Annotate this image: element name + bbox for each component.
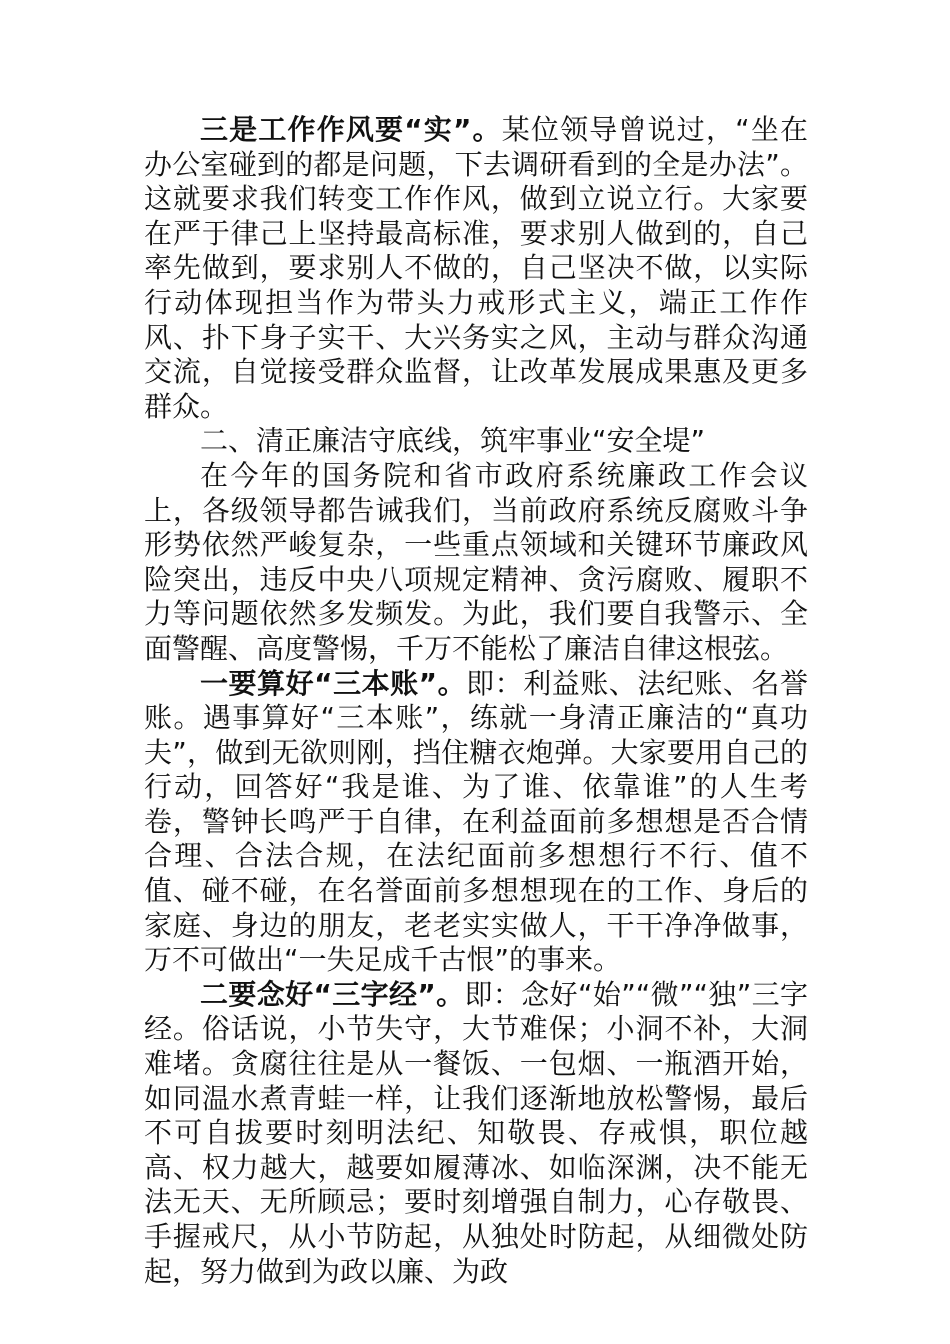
paragraph-lead: 二要念好“三字经”。 <box>200 977 465 1011</box>
paragraph-body: 某位领导曾说过，“坐在办公室碰到的都是问题，下去调研看到的全是办法”。这就要求我们转变工作作风，做到立说立行。大家要在严于律己上坚持最高标准，要求别人做到的，自己率先做到，要求别人不做的，自己坚决不做，以实际行动体现担当作为带头力戒形式主义，端正工作作风、扑下身子实干、大兴务实之风，主动与群众沟通交流，自觉接受群众监督，让改革发展成果惠及更多群众。 <box>144 113 808 423</box>
paragraph-three-characters <box>144 978 808 1289</box>
paragraph-lead: 一要算好“三本账”。 <box>200 666 467 700</box>
paragraph-work-style <box>144 113 808 424</box>
paragraph-lead: 三是工作作风要“实”。 <box>200 113 502 146</box>
section-heading: 二、清正廉洁守底线，筑牢事业“安全堤” <box>200 424 706 458</box>
paragraph-body: 即：念好“始”“微”“独”三字经。俗话说，小节失守，大节难保；小洞不补，大洞难堵。贪腐往往是从一餐饭、一包烟、一瓶酒开始，如同温水煮青蛙一样，让我们逐渐地放松警惕，最后不可自拔要时刻明法纪、知敬畏、存戒惧，职位越高、权力越大，越要如履薄冰、如临深渊，决不能无法无天、无所顾忌；要时刻增强自制力，心存敬畏、手握戒尺，从小节防起，从独处时防起，从细微处防起，努力做到为政以廉、为政 <box>144 977 808 1288</box>
paragraph-warning: 在今年的国务院和省市政府系统廉政工作会议上，各级领导都告诫我们，当前政府系统反腐败斗争形势依然严峻复杂，一些重点领域和关键环节廉政风险突出，违反中央八项规定精神、贪污腐败、履职不力等问题依然多发频发。为此，我们要自我警示、全面警醒、高度警惕，千万不能松了廉洁自律这根弦。 <box>144 458 808 665</box>
paragraph-body: 即：利益账、法纪账、名誉账。遇事算好“三本账”，练就一身清正廉洁的“真功夫”，做到无欲则刚，挡住糖衣炮弹。大家要用自己的行动，回答好“我是谁、为了谁、依靠谁”的人生考卷，警钟长鸣严于自律，在利益面前多想想是否合情合理、合法合规，在法纪面前多想想行不行、值不值、碰不碰，在名誉面前多想想现在的工作、身后的家庭、身边的朋友，老老实实做人，干干净净做事，万不可做出“一失足成千古恨”的事来。 <box>144 666 808 977</box>
paragraph-three-accounts <box>144 667 808 978</box>
